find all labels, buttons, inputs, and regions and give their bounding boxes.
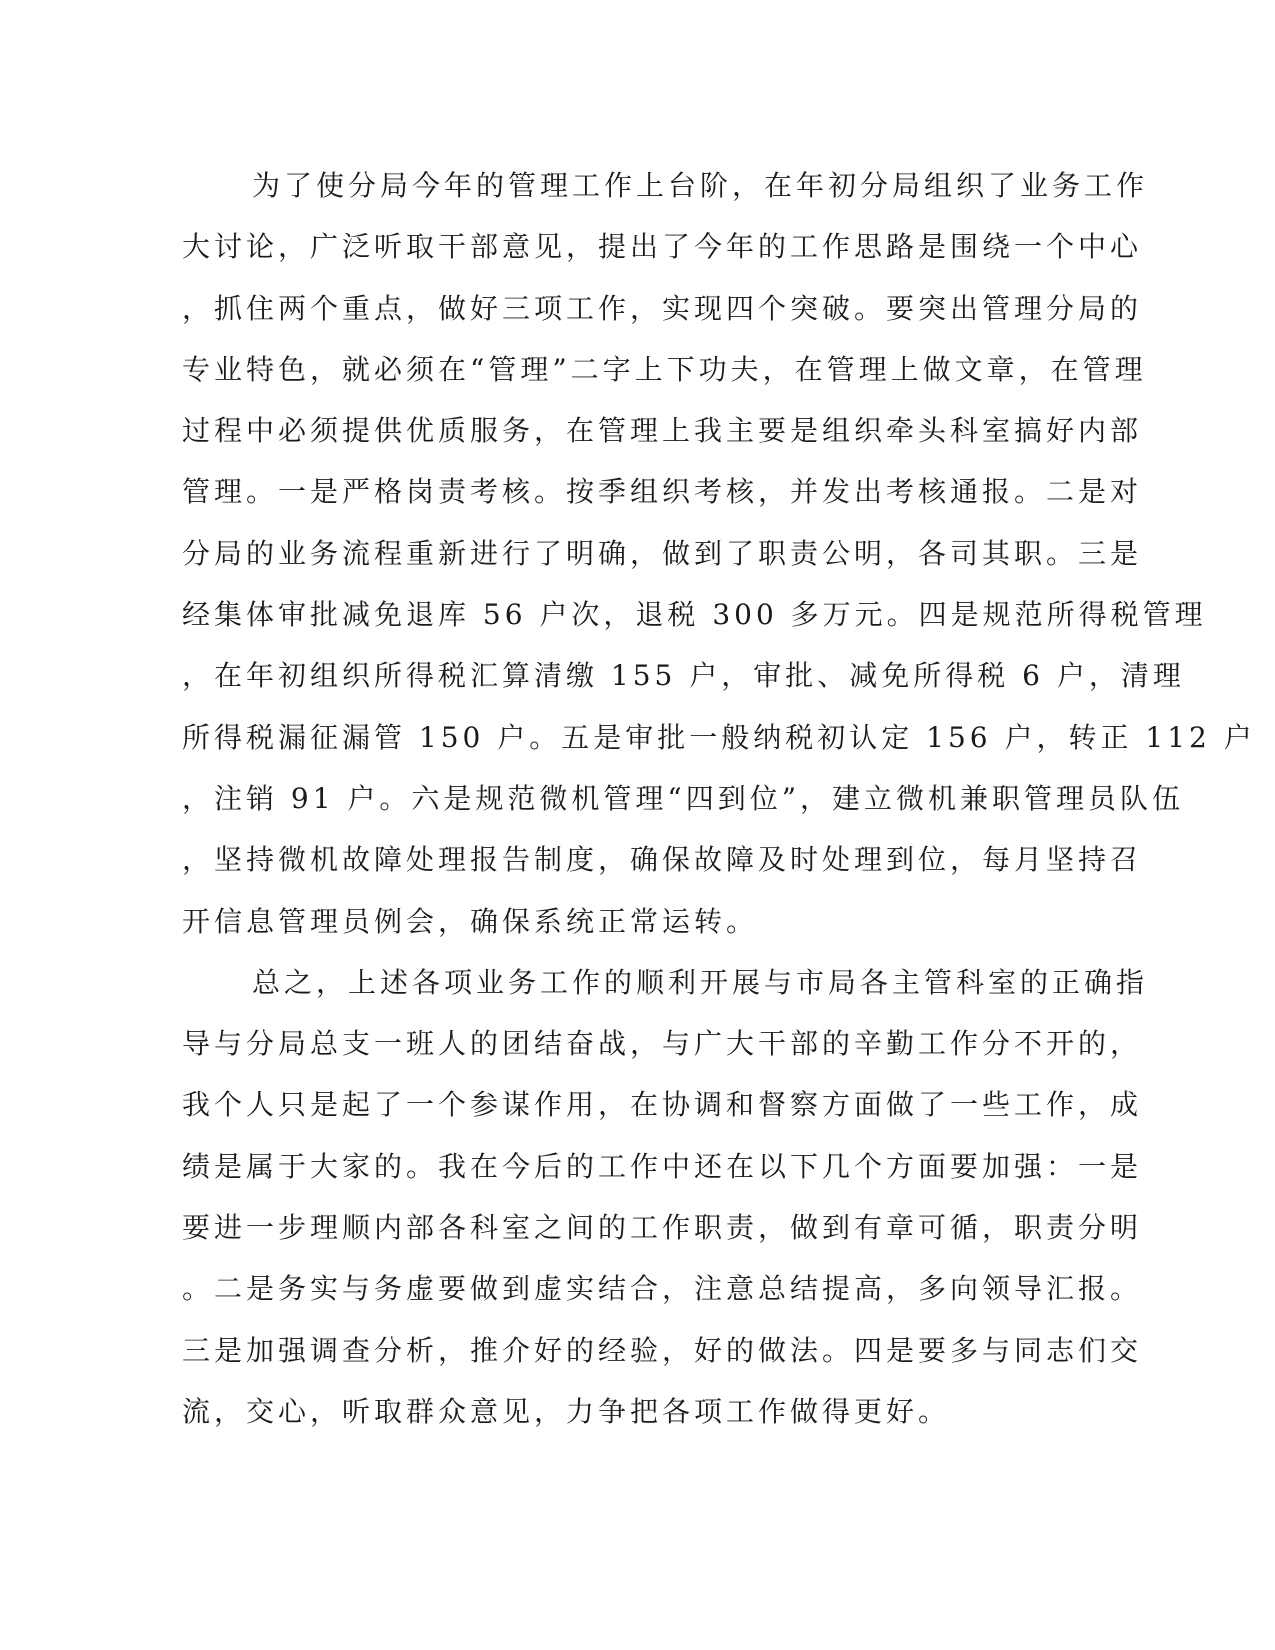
paragraph-line: 为了使分局今年的管理工作上台阶，在年初分局组织了业务工作 [252,169,1149,202]
paragraph-line: 要进一步理顺内部各科室之间的工作职责，做到有章可循，职责分明 [182,1211,1143,1245]
paragraph-line: 绩是属于大家的。我在今后的工作中还在以下几个方面要加强：一是 [182,1149,1143,1183]
paragraph-line: 过程中必须提供优质服务，在管理上我主要是组织牵头科室搞好内部 [182,414,1143,448]
paragraph-line: ，抓住两个重点，做好三项工作，实现四个突破。要突出管理分局的 [182,291,1143,325]
paragraph-line: 分局的业务流程重新进行了明确，做到了职责公明，各司其职。三是 [182,536,1143,570]
paragraph-line: 经集体审批减免退库 56 户次，退税 300 多万元。四是规范所得税管理 [182,598,1207,632]
paragraph-line: 所得税漏征漏管 150 户。五是审批一般纳税初认定 156 户，转正 112 户 [182,720,1256,754]
paragraph-line: ，在年初组织所得税汇算清缴 155 户，审批、减免所得税 6 户，清理 [182,659,1185,693]
paragraph-line: 流，交心，听取群众意见，力争把各项工作做得更好。 [182,1394,951,1428]
paragraph-line: 。二是务实与务虚要做到虚实结合，注意总结提高，多向领导汇报。 [182,1272,1143,1306]
paragraph-line: 大讨论，广泛听取干部意见，提出了今年的工作思路是围绕一个中心 [182,230,1143,264]
paragraph-summary [182,952,1149,1442]
paragraph-management-work [182,155,1256,952]
paragraph-line: 管理。一是严格岗责考核。按季组织考核，并发出考核通报。二是对 [182,475,1143,509]
paragraph-line: 专业特色，就必须在“管理”二字上下功夫，在管理上做文章，在管理 [182,352,1147,386]
document-body [182,155,1256,1442]
paragraph-line: 三是加强调查分析，推介好的经验，好的做法。四是要多与同志们交 [182,1333,1143,1367]
paragraph-line: 我个人只是起了一个参谋作用，在协调和督察方面做了一些工作，成 [182,1088,1143,1122]
paragraph-line: ，坚持微机故障处理报告制度，确保故障及时处理到位，每月坚持召 [182,843,1143,877]
paragraph-line: ，注销 91 户。六是规范微机管理“四到位”，建立微机兼职管理员队伍 [182,781,1185,815]
paragraph-line: 导与分局总支一班人的团结奋战，与广大干部的辛勤工作分不开的， [182,1027,1143,1061]
paragraph-line: 总之，上述各项业务工作的顺利开展与市局各主管科室的正确指 [252,965,1149,999]
paragraph-line: 开信息管理员例会，确保系统正常运转。 [182,904,759,938]
